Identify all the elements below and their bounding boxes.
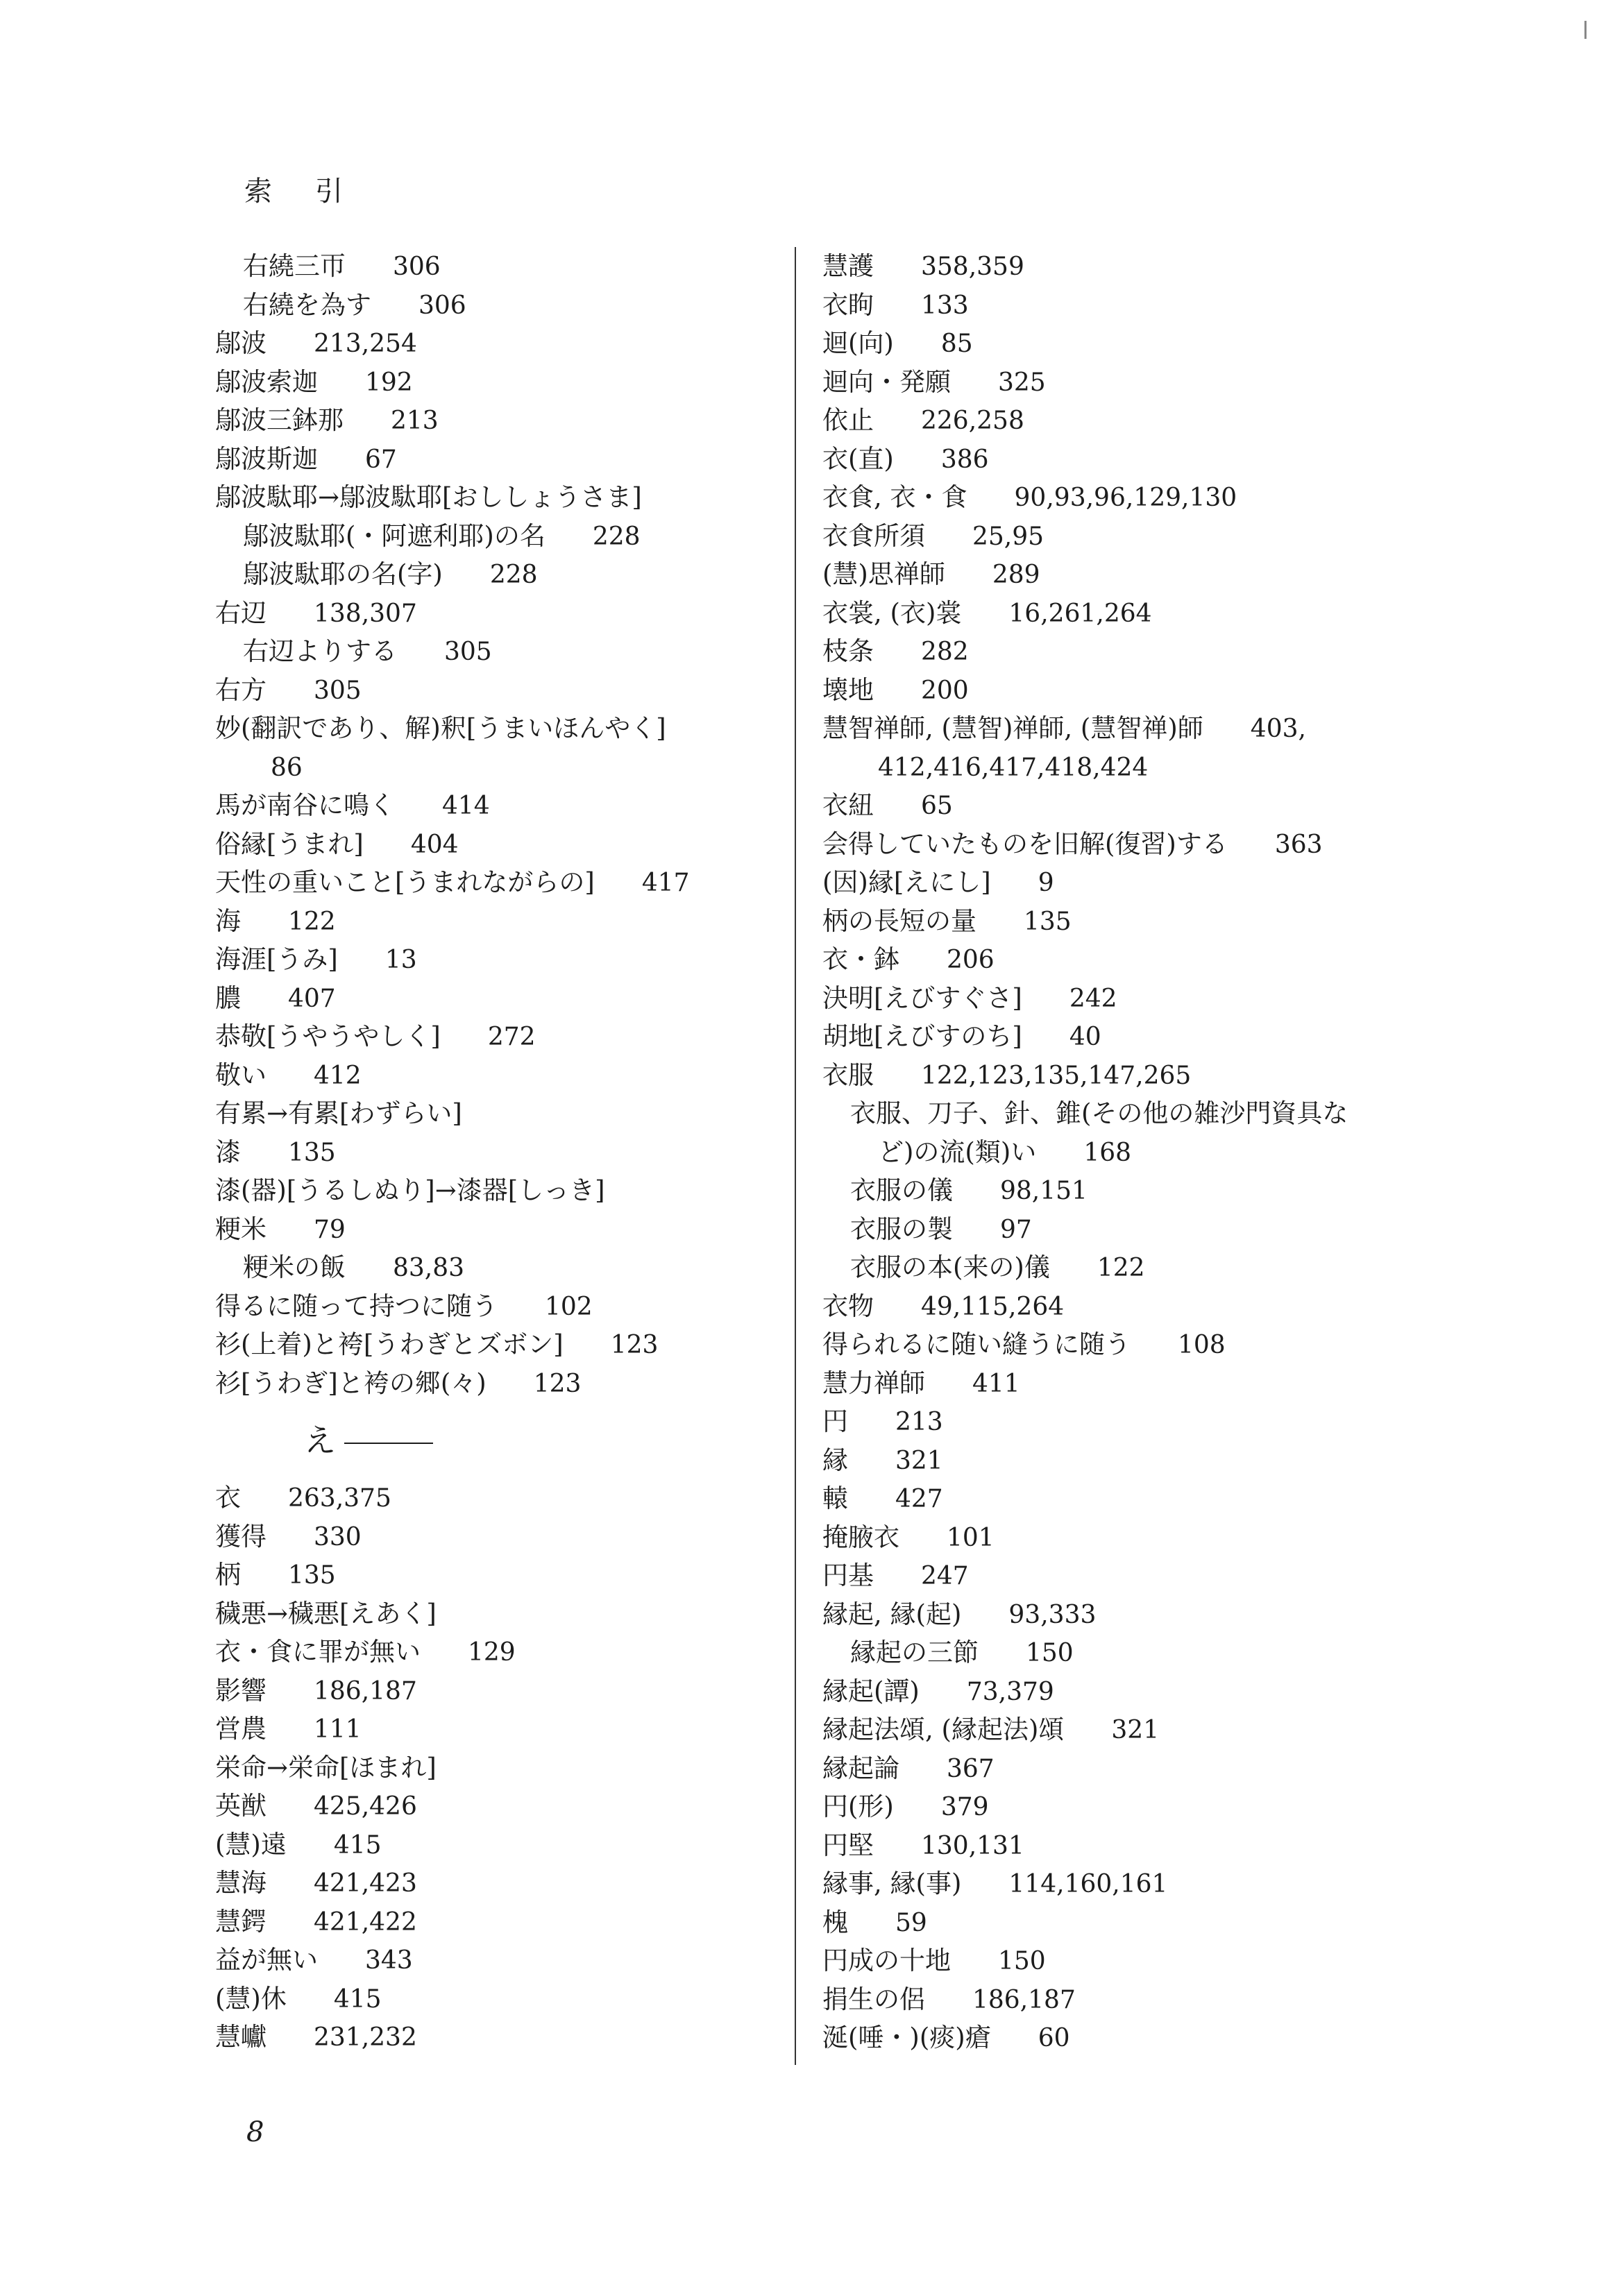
entry-term: 衣紐	[822, 790, 874, 820]
entry-pages: 25,95	[972, 522, 1044, 551]
entry-term: 鄔波駄耶(・阿遮利耶)の名	[243, 520, 545, 551]
index-entry	[822, 1864, 1419, 1903]
entry-term: 掩腋衣	[822, 1522, 899, 1552]
entry-pages: 228	[489, 561, 538, 589]
entry-pages: 123	[610, 1331, 659, 1359]
entry-pages: 306	[393, 253, 441, 281]
entry-pages: 114,160,161	[1008, 1870, 1168, 1898]
index-entry	[215, 825, 770, 864]
entry-term: 鄔波斯迦	[215, 443, 318, 474]
index-entry	[822, 324, 1419, 363]
entry-term: 衣服、刀子、針、錐(その他の雑沙門資具な	[850, 1098, 1348, 1128]
entry-term: 右辺	[215, 597, 267, 628]
index-entry	[215, 1210, 770, 1249]
entry-term: 漆	[215, 1137, 241, 1167]
entry-pages: 90,93,96,129,130	[1014, 484, 1237, 512]
index-entry	[822, 594, 1419, 633]
entry-term: 右方	[215, 674, 267, 705]
entry-term: 慧護	[822, 251, 874, 281]
entry-pages: 97	[1000, 1215, 1032, 1244]
index-entry	[215, 1517, 770, 1556]
index-entry	[215, 1595, 770, 1633]
index-entry	[215, 940, 770, 979]
entry-pages: 59	[895, 1908, 927, 1937]
entry-term: (慧)休	[215, 1983, 287, 2014]
entry-term: 敬い	[215, 1060, 267, 1090]
entry-pages: 13	[384, 946, 417, 974]
index-entry	[822, 1094, 1419, 1133]
index-entry	[822, 401, 1419, 440]
entry-term: 衣服の製	[850, 1214, 953, 1244]
entry-term: 衣食, 衣・食	[822, 482, 967, 512]
entry-term: 縁起, 縁(起)	[822, 1599, 962, 1629]
entry-term: 衣眗	[822, 289, 874, 320]
entry-pages: 138,307	[314, 599, 417, 628]
entry-term: 衫[うわぎ]と袴の郷(々)	[215, 1368, 487, 1398]
index-entry	[822, 1941, 1419, 1980]
entry-term: 会得していたものを旧解(復習)する	[822, 828, 1228, 859]
entry-term: 衣服の儀	[850, 1175, 953, 1205]
index-entry	[215, 1287, 770, 1326]
entry-pages: 213	[895, 1408, 943, 1436]
entry-pages: 386	[940, 445, 989, 474]
entry-pages: 122	[288, 907, 336, 936]
index-entry	[822, 863, 1419, 902]
entry-pages: 412	[314, 1061, 362, 1090]
index-entry	[822, 555, 1419, 594]
index-entry	[822, 286, 1419, 325]
entry-term: 栄命→栄命[ほまれ]	[215, 1752, 437, 1783]
index-entry	[215, 363, 770, 402]
entry-term: 轅	[822, 1483, 848, 1513]
entry-pages: 213	[391, 407, 439, 435]
entry-term: 胡地[えびすのち]	[822, 1021, 1022, 1051]
index-entry	[215, 748, 770, 787]
index-entry	[215, 1672, 770, 1710]
entry-pages: 228	[592, 522, 641, 551]
entry-pages: 289	[992, 561, 1040, 589]
index-entry	[822, 632, 1419, 671]
entry-pages: 363	[1274, 830, 1323, 859]
index-column-right	[822, 247, 1419, 2057]
entry-pages: 325	[998, 368, 1046, 397]
index-entry	[822, 1171, 1419, 1210]
index-entry	[822, 478, 1419, 517]
entry-term: 衫(上着)と袴[うわぎとズボン]	[215, 1329, 564, 1359]
index-entry	[215, 1787, 770, 1826]
index-entry	[822, 1633, 1419, 1672]
entry-term: 得るに随って持つに随う	[215, 1291, 498, 1321]
entry-term: 迴向・発願	[822, 366, 951, 397]
entry-pages: 425,426	[314, 1792, 417, 1821]
index-entry	[822, 1980, 1419, 2019]
index-entry	[215, 594, 770, 633]
index-entry	[822, 2018, 1419, 2057]
index-entry	[215, 1133, 770, 1172]
index-entry	[822, 1518, 1419, 1557]
entry-pages: 129	[468, 1638, 516, 1667]
index-entry	[822, 1056, 1419, 1095]
entry-term: 柄の長短の量	[822, 905, 976, 936]
entry-pages: 108	[1178, 1331, 1226, 1359]
entry-pages: 282	[921, 638, 969, 666]
entry-term: 衣・鉢	[822, 944, 899, 974]
entry-pages: 79	[314, 1215, 346, 1244]
entry-pages: 122	[1097, 1254, 1145, 1282]
entry-pages: 412,416,417,418,424	[878, 753, 1149, 782]
entry-term: 慧鍔	[215, 1906, 267, 1937]
scan-mark	[1584, 21, 1587, 39]
entry-term: 槐	[822, 1907, 848, 1937]
entry-term: 縁	[822, 1445, 848, 1475]
entry-term: 穢悪→穢悪[えあく]	[215, 1598, 437, 1629]
entry-pages: 192	[365, 368, 413, 397]
entry-pages: 226,258	[921, 407, 1024, 435]
index-entry	[215, 517, 770, 556]
index-entry	[215, 1325, 770, 1364]
index-entry	[822, 363, 1419, 402]
entry-pages: 379	[940, 1793, 989, 1821]
entry-pages: 186,187	[972, 1985, 1076, 2014]
index-entry	[215, 324, 770, 363]
index-entry	[215, 1941, 770, 1980]
entry-term: 膿	[215, 983, 241, 1013]
entry-pages: 122,123,135,147,265	[921, 1061, 1192, 1090]
entry-term: 衣裳, (衣)裳	[822, 597, 962, 628]
entry-pages: 421,422	[314, 1907, 417, 1937]
entry-term: 衣食所須	[822, 520, 925, 551]
entry-term: 英猷	[215, 1791, 267, 1821]
entry-pages: 415	[333, 1830, 382, 1860]
entry-term: 縁起(譚)	[822, 1676, 920, 1706]
entry-pages: 40	[1069, 1023, 1101, 1051]
index-entry	[822, 517, 1419, 556]
index-entry	[215, 1864, 770, 1903]
entry-pages: 415	[333, 1984, 382, 2014]
entry-term: 衣服の本(来の)儀	[850, 1252, 1050, 1282]
index-entry	[822, 1556, 1419, 1595]
entry-pages: 427	[895, 1485, 943, 1513]
index-entry	[822, 979, 1419, 1018]
entry-pages: 306	[418, 291, 466, 320]
entry-term: 柄	[215, 1560, 241, 1590]
index-entry	[215, 478, 770, 517]
index-entry	[822, 1595, 1419, 1634]
index-entry	[215, 1171, 770, 1210]
entry-pages: 9	[1038, 869, 1054, 897]
section-heading	[215, 1402, 770, 1479]
index-entry	[215, 1980, 770, 2018]
index-entry	[215, 1556, 770, 1595]
entry-term: 得られるに随い縫うに随う	[822, 1329, 1131, 1359]
entry-pages: 102	[545, 1292, 593, 1321]
index-entry	[822, 1017, 1419, 1056]
entry-term: 営農	[215, 1714, 267, 1744]
entry-pages: 186,187	[314, 1676, 417, 1706]
entry-term: ど)の流(類)い	[878, 1137, 1037, 1167]
entry-term: 影響	[215, 1675, 267, 1706]
index-entry	[215, 902, 770, 941]
index-entry	[215, 1364, 770, 1403]
entry-term: 縁起論	[822, 1753, 899, 1783]
entry-term: 慧海	[215, 1868, 267, 1898]
index-entry	[215, 440, 770, 479]
entry-term: 獲得	[215, 1521, 267, 1551]
entry-term: 粳米	[215, 1214, 267, 1244]
entry-pages: 93,333	[1008, 1600, 1097, 1629]
index-entry	[822, 1402, 1419, 1441]
index-entry	[215, 1749, 770, 1787]
index-entry	[822, 1325, 1419, 1364]
entry-pages: 83,83	[393, 1254, 465, 1282]
page-number: 8	[246, 2116, 264, 2148]
entry-pages: 343	[365, 1946, 413, 1975]
entry-pages: 407	[288, 984, 336, 1013]
entry-term: 円	[822, 1406, 848, 1436]
index-entry	[215, 1903, 770, 1941]
entry-pages: 403,	[1250, 715, 1306, 743]
entry-term: 益が無い	[215, 1945, 318, 1975]
entry-pages: 321	[895, 1446, 943, 1475]
index-entry	[215, 786, 770, 825]
index-entry	[822, 1133, 1419, 1172]
section-letter: え	[304, 1422, 336, 1459]
entry-pages: 411	[972, 1369, 1020, 1398]
entry-term: 馬が南谷に鳴く	[215, 790, 395, 820]
entry-pages: 135	[1024, 907, 1072, 936]
index-column-left	[215, 247, 770, 2057]
entry-pages: 65	[921, 792, 953, 820]
entry-pages: 321	[1111, 1716, 1160, 1744]
entry-pages: 263,375	[288, 1484, 391, 1513]
index-entry	[215, 1826, 770, 1864]
index-entry	[215, 1094, 770, 1133]
entry-pages: 305	[444, 638, 492, 666]
index-entry	[215, 1017, 770, 1056]
index-entry	[822, 1210, 1419, 1249]
entry-pages: 200	[921, 676, 969, 705]
column-divider	[795, 247, 796, 2065]
entry-pages: 358,359	[921, 253, 1024, 281]
entry-term: 妙(翻訳であり、解)釈[うまいほんやく]	[215, 713, 666, 743]
index-entry	[822, 1479, 1419, 1518]
entry-term: 慧力禅師	[822, 1368, 925, 1398]
index-entry	[215, 1056, 770, 1095]
entry-term: 鄔波	[215, 328, 267, 358]
index-entry	[822, 902, 1419, 941]
index-entry	[215, 632, 770, 671]
entry-pages: 135	[288, 1561, 336, 1590]
entry-term: 恭敬[うやうやしく]	[215, 1021, 441, 1051]
entry-pages: 135	[288, 1138, 336, 1167]
entry-term: 右繞三帀	[243, 251, 346, 281]
entry-pages: 85	[940, 330, 973, 358]
index-entry	[822, 1248, 1419, 1287]
entry-pages: 417	[641, 869, 690, 897]
entry-term: (因)縁[えにし]	[822, 867, 991, 897]
entry-term: 壊地	[822, 674, 874, 705]
index-entry	[215, 671, 770, 710]
entry-term: 俗縁[うまれ]	[215, 828, 364, 859]
index-entry	[215, 709, 770, 748]
entry-pages: 414	[442, 792, 490, 820]
entry-term: 鄔波索迦	[215, 366, 318, 397]
entry-term: 円堅	[822, 1830, 874, 1860]
index-entry	[822, 440, 1419, 479]
entry-pages: 101	[947, 1523, 995, 1552]
entry-pages: 150	[998, 1947, 1046, 1975]
entry-pages: 16,261,264	[1008, 599, 1152, 628]
index-entry	[822, 786, 1419, 825]
entry-term: 枝条	[822, 636, 874, 666]
index-entry	[822, 748, 1419, 787]
entry-term: 右繞を為す	[243, 289, 371, 320]
entry-pages: 60	[1038, 2024, 1070, 2052]
entry-term: 右辺よりする	[243, 636, 397, 666]
entry-pages: 404	[410, 830, 459, 859]
index-entry	[215, 979, 770, 1018]
entry-term: 縁事, 縁(事)	[822, 1869, 962, 1898]
index-entry	[215, 1248, 770, 1287]
entry-pages: 421,423	[314, 1869, 417, 1898]
entry-term: 衣・食に罪が無い	[215, 1637, 421, 1667]
entry-term: 円成の十地	[822, 1946, 951, 1975]
entry-pages: 213,254	[314, 330, 417, 358]
index-header: 索引	[244, 176, 386, 207]
index-entry	[822, 1287, 1419, 1326]
index-entry	[822, 671, 1419, 710]
entry-pages: 367	[947, 1754, 995, 1783]
entry-pages: 330	[314, 1522, 362, 1551]
entry-pages: 111	[314, 1715, 362, 1744]
index-entry	[822, 1903, 1419, 1942]
entry-pages: 133	[921, 291, 969, 320]
index-entry	[215, 863, 770, 902]
entry-term: 円基	[822, 1561, 874, 1590]
entry-pages: 130,131	[921, 1831, 1024, 1860]
entry-pages: 168	[1083, 1138, 1132, 1167]
entry-term: 捐生の侶	[822, 1984, 925, 2014]
entry-term: 漆(器)[うるしぬり]→漆器[しっき]	[215, 1175, 605, 1205]
entry-term: 有累→有累[わずらい]	[215, 1098, 462, 1128]
entry-pages: 206	[947, 946, 995, 974]
entry-pages: 123	[533, 1369, 582, 1398]
entry-term: 迴(向)	[822, 328, 894, 358]
entry-term: (慧)思禅師	[822, 559, 945, 589]
index-entry	[822, 1787, 1419, 1826]
entry-term: 縁起の三節	[850, 1638, 979, 1667]
index-entry	[822, 247, 1419, 286]
index-entry	[215, 401, 770, 440]
entry-pages: 86	[271, 753, 303, 782]
index-entry	[215, 247, 770, 286]
entry-term: 海	[215, 905, 241, 936]
entry-term: 円(形)	[822, 1792, 894, 1821]
entry-term: 涎(唾・)(痰)瘡	[822, 2023, 991, 2052]
index-entry	[822, 1441, 1419, 1480]
index-entry	[215, 2018, 770, 2057]
entry-term: 天性の重いこと[うまれながらの]	[215, 867, 595, 897]
entry-pages: 247	[921, 1562, 969, 1590]
section-rule	[344, 1443, 433, 1444]
entry-term: 慧巘	[215, 2022, 267, 2052]
entry-term: 依止	[822, 405, 874, 435]
entry-term: 衣	[215, 1483, 241, 1513]
index-entry	[822, 825, 1419, 864]
entry-pages: 272	[487, 1023, 536, 1051]
index-entry	[822, 1749, 1419, 1788]
index-entry	[822, 1672, 1419, 1711]
entry-term: 縁起法頌, (縁起法)頌	[822, 1715, 1065, 1744]
index-entry	[215, 286, 770, 325]
entry-term: 粳米の飯	[243, 1252, 346, 1282]
entry-pages: 67	[365, 445, 397, 474]
index-entry	[215, 1633, 770, 1672]
entry-term: 衣物	[822, 1291, 874, 1321]
entry-term: (慧)遠	[215, 1829, 287, 1860]
index-entry	[822, 1710, 1419, 1749]
entry-term: 鄔波駄耶→鄔波駄耶[おししょうさま]	[215, 482, 642, 512]
index-entry	[822, 1826, 1419, 1865]
entry-term: 衣服	[822, 1060, 874, 1090]
index-entry	[215, 1710, 770, 1749]
entry-term: 鄔波駄耶の名(字)	[243, 559, 443, 589]
index-entry	[215, 555, 770, 594]
index-entry	[822, 1364, 1419, 1403]
entry-pages: 73,379	[966, 1677, 1054, 1706]
entry-pages: 150	[1026, 1639, 1074, 1667]
index-entry	[822, 709, 1419, 748]
entry-pages: 231,232	[314, 2023, 417, 2052]
index-entry	[822, 940, 1419, 979]
index-entry	[215, 1479, 770, 1517]
entry-term: 海涯[うみ]	[215, 944, 338, 974]
entry-pages: 49,115,264	[921, 1292, 1065, 1321]
entry-term: 慧智禅師, (慧智)禅師, (慧智禅)師	[822, 713, 1203, 743]
entry-term: 決明[えびすぐさ]	[822, 983, 1022, 1013]
entry-term: 衣(直)	[822, 443, 894, 474]
entry-pages: 98,151	[1000, 1177, 1088, 1205]
entry-term: 鄔波三鉢那	[215, 405, 344, 435]
entry-pages: 305	[314, 676, 362, 705]
entry-pages: 242	[1069, 984, 1117, 1013]
